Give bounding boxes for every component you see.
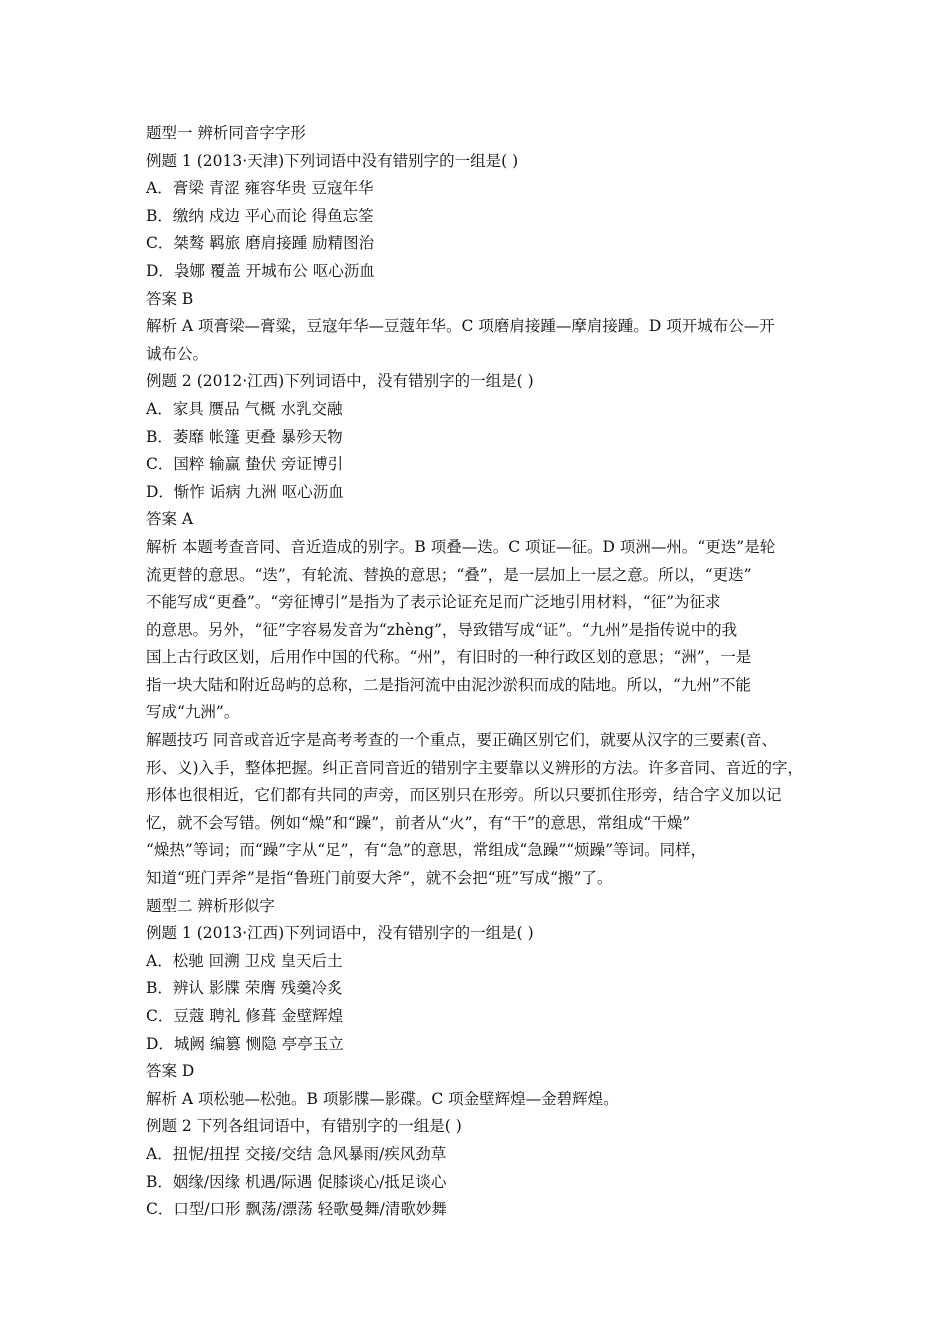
tip-line: 忆，就不会写错。例如“燥”和“躁”，前者从“火”，有“干”的意思，常组成“干燥” bbox=[146, 813, 691, 832]
tip-line: “燥热”等词；而“躁”字从“足”，有“急”的意思，常组成“急躁”“烦躁”等词。同样， bbox=[146, 841, 707, 860]
option-b: B．辨认 影牒 荣膺 残羹冷炙 bbox=[146, 979, 343, 998]
analysis-line: 诚布公。 bbox=[146, 344, 209, 363]
option-c: C．口型/口形 飘荡/漂荡 轻歌曼舞/清歌妙舞 bbox=[146, 1200, 447, 1219]
option-b: B．缴纳 戍边 平心而论 得鱼忘筌 bbox=[146, 206, 374, 225]
option-d: D．城阙 编篡 恻隐 亭亭玉立 bbox=[146, 1034, 344, 1053]
option-c: C．豆蔻 聘礼 修葺 金壁辉煌 bbox=[146, 1007, 344, 1025]
analysis-line: 流更替的意思。“迭”，有轮流、替换的意思；“叠”，是一层加上一层之意。所以，“更迭” bbox=[146, 565, 752, 584]
answer: 答案 A bbox=[146, 510, 194, 529]
option-b: B．姻缘/因缘 机遇/际遇 促膝谈心/抵足谈心 bbox=[146, 1172, 447, 1191]
tip-line: 知道“班门弄斧”是指“鲁班门前耍大斧”，就不会把“班”写成“搬”了。 bbox=[146, 869, 613, 888]
tip-line: 形、义)入手，整体把握。纠正音同音近的错别字主要靠以义辨形的方法。许多音同、音近的字， bbox=[146, 758, 804, 777]
option-d: D．袅娜 覆盖 开城布公 呕心沥血 bbox=[146, 261, 375, 280]
question-stem: 例题 1 (2013·天津)下列词语中没有错别字的一组是( ) bbox=[146, 151, 519, 170]
section-heading: 题型一 辨析同音字字形 bbox=[146, 124, 306, 142]
document-page bbox=[146, 120, 810, 1224]
analysis-line: 解析 A 项松驰—松弛。B 项影牒—影碟。C 项金壁辉煌—金碧辉煌。 bbox=[146, 1089, 619, 1108]
option-a: A．膏梁 青涩 雍容华贵 豆寇年华 bbox=[146, 179, 374, 198]
analysis-line: 解析 本题考查音同、音近造成的别字。B 项叠—迭。C 项证—征。D 项洲—州。“更迭”是轮 bbox=[146, 537, 776, 556]
question-stem: 例题 2 (2012·江西)下列词语中，没有错别字的一组是( ) bbox=[146, 372, 534, 391]
analysis-line: 不能写成“更叠”。“旁征博引”是指为了表示论证充足而广泛地引用材料，“征”为征求 bbox=[146, 593, 721, 612]
analysis-line: 写成“九洲”。 bbox=[146, 703, 240, 722]
option-c: C．桀骜 羁旅 磨肩接踵 励精图治 bbox=[146, 234, 375, 253]
section-heading: 题型二 辨析形似字 bbox=[146, 896, 275, 915]
tip-line: 解题技巧 同音或音近字是高考考查的一个重点，要正确区别它们，就要从汉字的三要素(音、 bbox=[146, 731, 777, 750]
tip-line: 形体也很相近，它们都有共同的声旁，而区别只在形旁。所以只要抓住形旁，结合字义加以记 bbox=[146, 786, 782, 805]
analysis-line: 国上古行政区划，后用作中国的代称。“州”，有旧时的一种行政区划的意思；“洲”，一是 bbox=[146, 648, 752, 667]
option-a: A．扭怩/扭捏 交接/交结 急风暴雨/疾风劲草 bbox=[146, 1144, 447, 1163]
analysis-line: 指一块大陆和附近岛屿的总称，二是指河流中由泥沙淤积而成的陆地。所以，“九州”不能 bbox=[146, 675, 751, 694]
question-stem: 例题 2 下列各组词语中，有错别字的一组是( ) bbox=[146, 1117, 462, 1136]
answer: 答案 D bbox=[146, 1062, 195, 1081]
answer: 答案 B bbox=[146, 289, 194, 308]
option-a: A．松驰 回溯 卫戍 皇天后土 bbox=[146, 951, 343, 970]
option-b: B．萎靡 帐篷 更叠 暴殄天物 bbox=[146, 427, 343, 446]
question-stem: 例题 1 (2013·江西)下列词语中，没有错别字的一组是( ) bbox=[146, 924, 534, 943]
option-c: C．国粹 输赢 蛰伏 旁证博引 bbox=[146, 455, 344, 474]
analysis-line: 的意思。另外，“征”字容易发音为“zhèng”，导致错写成“证”。“九州”是指传说中的我 bbox=[146, 620, 738, 639]
analysis-line: 解析 A 项膏梁—膏粱，豆寇年华—豆蔻年华。C 项磨肩接踵—摩肩接踵。D 项开城布公—开 bbox=[146, 317, 775, 336]
option-a: A．家具 赝品 气概 水乳交融 bbox=[146, 399, 343, 418]
option-d: D．惭怍 诟病 九洲 呕心沥血 bbox=[146, 482, 344, 501]
